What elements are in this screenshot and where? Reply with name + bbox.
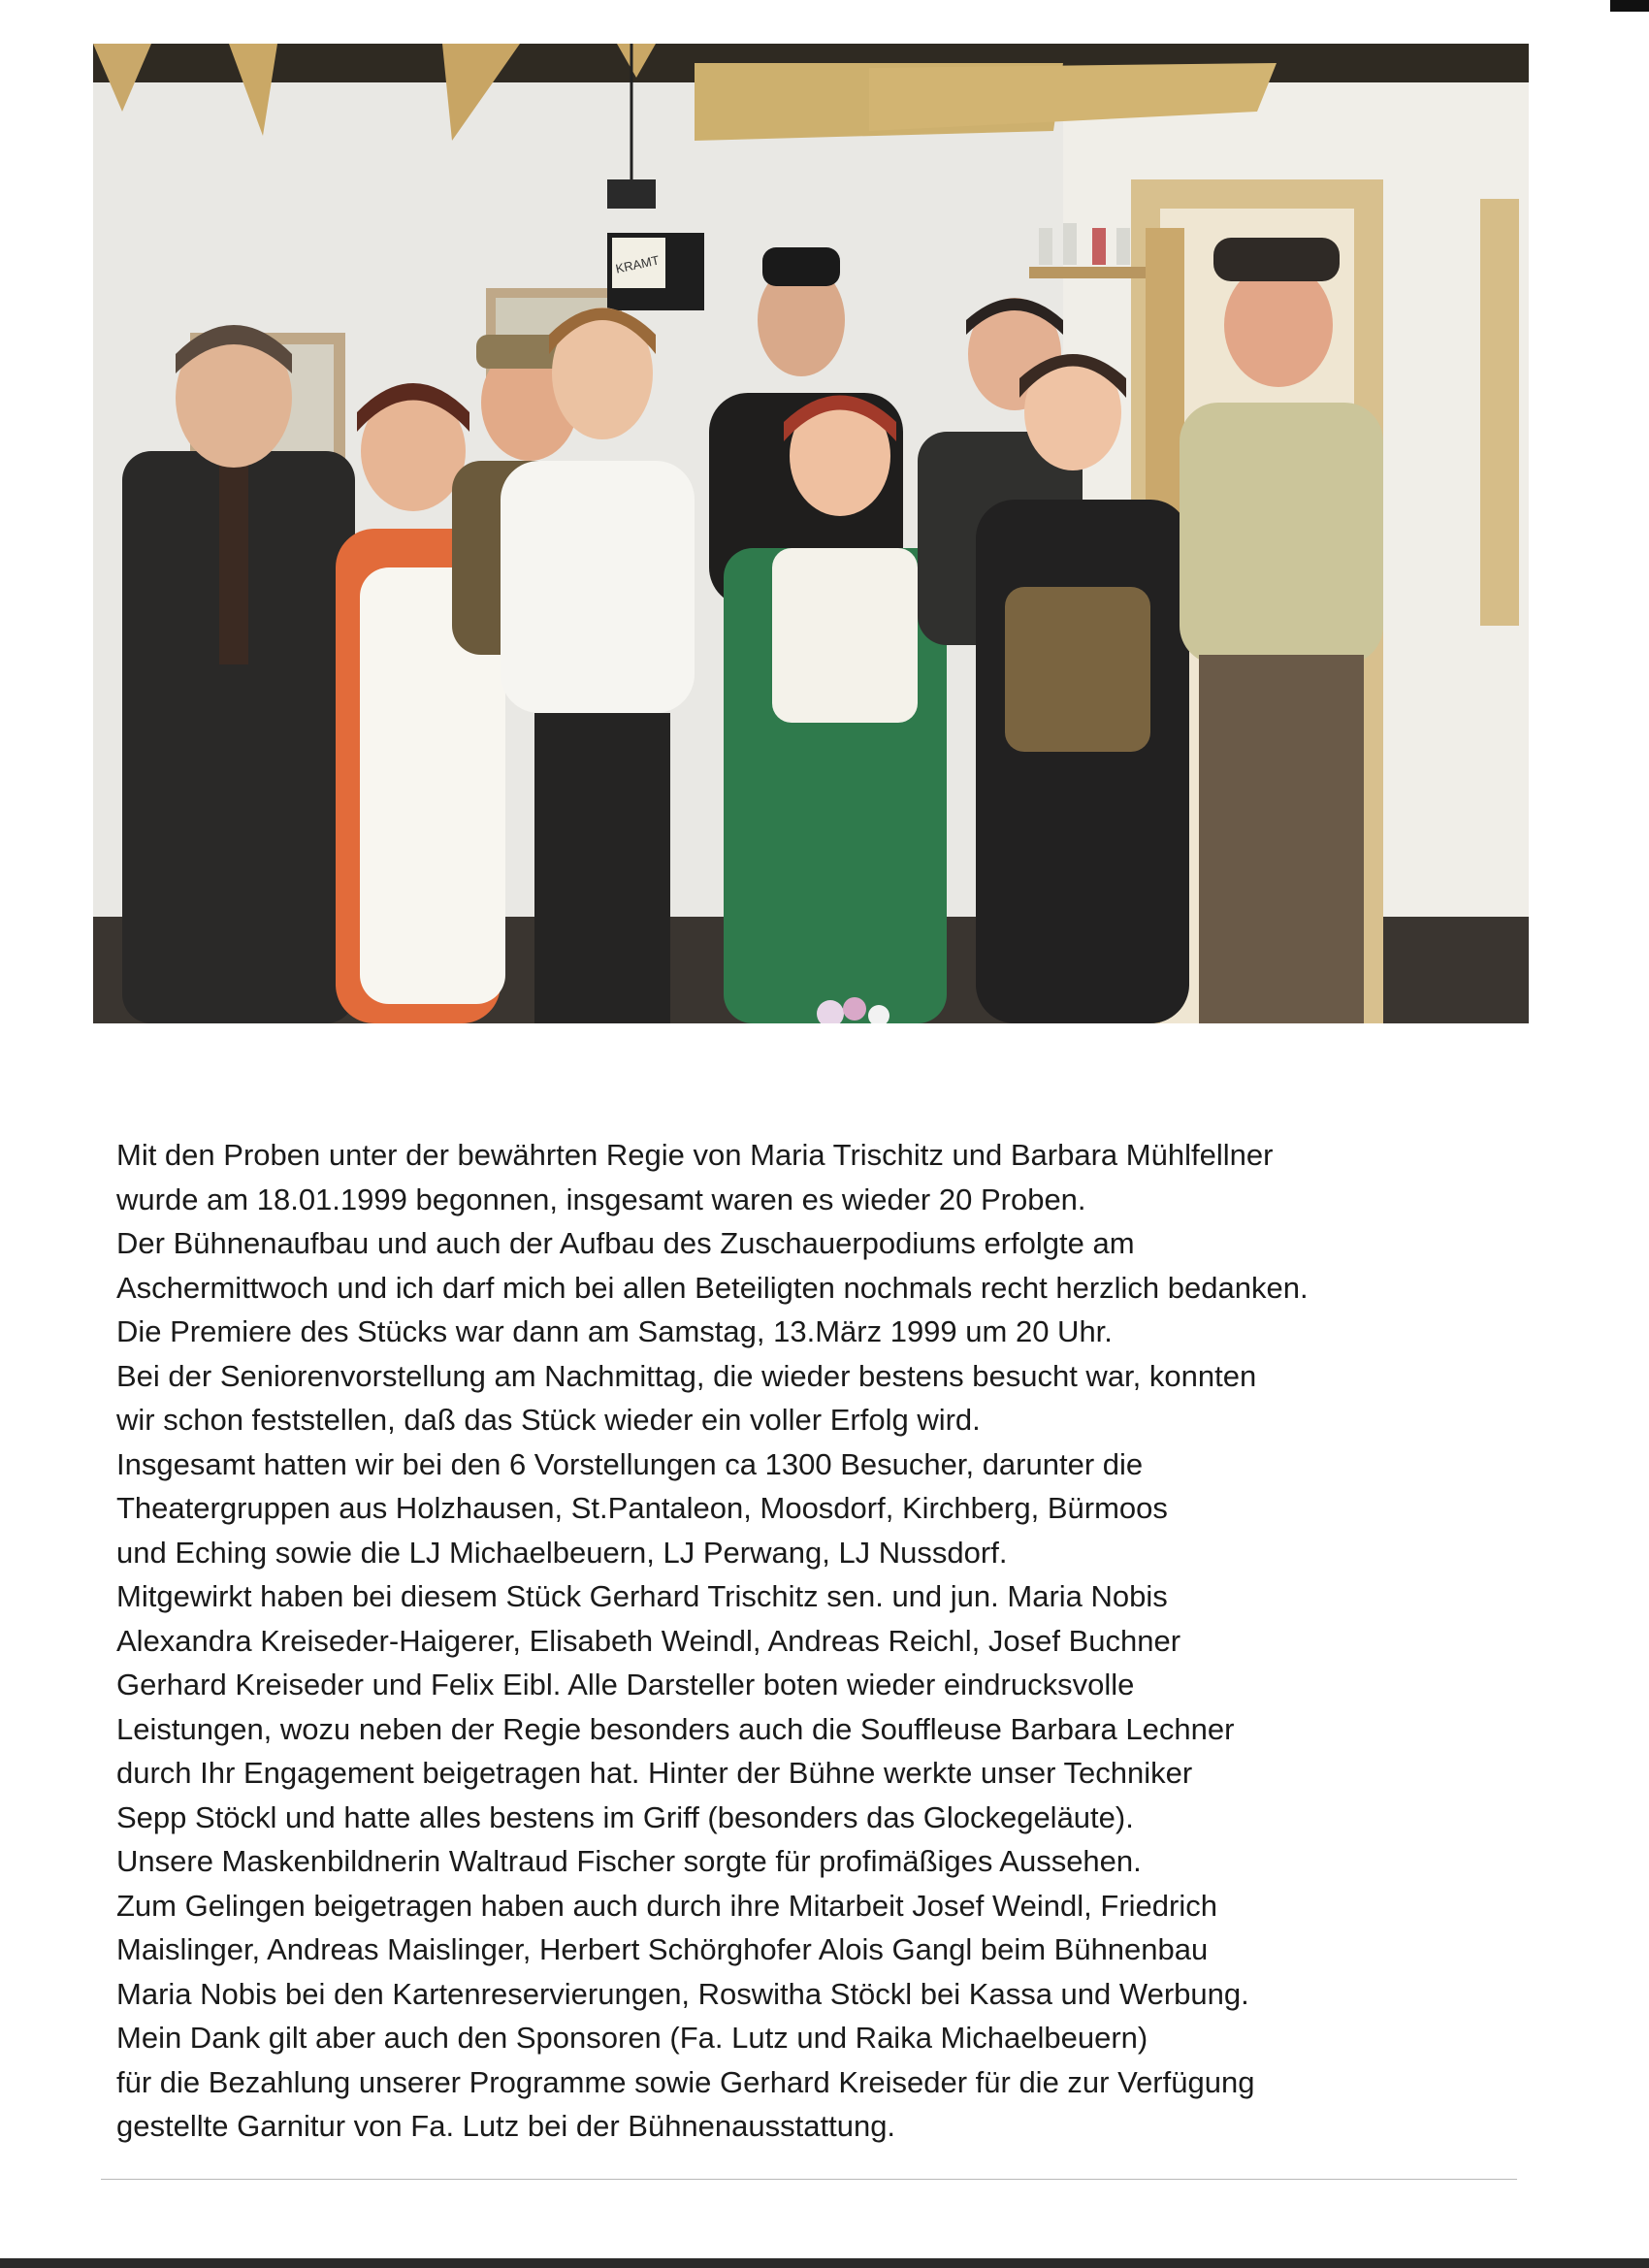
group-photo (93, 44, 1529, 1023)
text-line: Bei der Seniorenvorstellung am Nachmittag, die wieder bestens besucht war, konnten (116, 1358, 1257, 1393)
text-line: Mitgewirkt haben bei diesem Stück Gerhard Trischitz sen. und jun. Maria Nobis (116, 1579, 1168, 1613)
text-line: gestellte Garnitur von Fa. Lutz bei der Bühnenausstattung. (116, 2109, 896, 2143)
text-line: Theatergruppen aus Holzhausen, St.Pantaleon, Moosdorf, Kirchberg, Bürmoos (116, 1491, 1168, 1525)
text-line: Zum Gelingen beigetragen haben auch durch ihre Mitarbeit Josef Weindl, Friedrich (116, 1888, 1217, 1923)
scan-corner-mark (1610, 0, 1649, 12)
text-line: und Eching sowie die LJ Michaelbeuern, LJ Perwang, LJ Nussdorf. (116, 1535, 1008, 1570)
lamp-sign-text: KRAMT (614, 252, 661, 276)
text-line: Gerhard Kreiseder und Felix Eibl. Alle Darsteller boten wieder eindrucksvolle (116, 1668, 1135, 1701)
text-line: wir schon feststellen, daß das Stück wieder ein voller Erfolg wird. (116, 1403, 981, 1437)
text-line: Die Premiere des Stücks war dann am Samstag, 13.März 1999 um 20 Uhr. (116, 1314, 1113, 1348)
text-line: Maria Nobis bei den Kartenreservierungen, Roswitha Stöckl bei Kassa und Werbung. (116, 1976, 1249, 2011)
text-line: Der Bühnenaufbau und auch der Aufbau des Zuschauerpodiums erfolgte am (116, 1226, 1135, 1260)
text-line: Mit den Proben unter der bewährten Regie von Maria Trischitz und Barbara Mühlfellner (116, 1138, 1274, 1172)
text-line: Mein Dank gilt aber auch den Sponsoren (Fa. Lutz und Raika Michaelbeuern) (116, 2021, 1148, 2055)
text-line: Unsere Maskenbildnerin Waltraud Fischer sorgte für profimäßiges Aussehen. (116, 1844, 1142, 1878)
text-line: durch Ihr Engagement beigetragen hat. Hinter der Bühne werkte unser Techniker (116, 1756, 1193, 1790)
report-text (116, 1133, 1494, 2149)
text-line: Alexandra Kreiseder-Haigerer, Elisabeth Weindl, Andreas Reichl, Josef Buchner (116, 1623, 1181, 1658)
text-line: Sepp Stöckl und hatte alles bestens im Griff (besonders das Glockegeläute). (116, 1799, 1134, 1834)
text-line: wurde am 18.01.1999 begonnen, insgesamt waren es wieder 20 Proben. (116, 1182, 1086, 1216)
text-line: für die Bezahlung unserer Programme sowie Gerhard Kreiseder für die zur Verfügung (116, 2064, 1255, 2099)
group-photo-illustration (93, 44, 1529, 1023)
scan-bottom-edge (0, 2258, 1649, 2268)
text-line: Insgesamt hatten wir bei den 6 Vorstellungen ca 1300 Besucher, darunter die (116, 1446, 1144, 1481)
text-line: Maislinger, Andreas Maislinger, Herbert Schörghofer Alois Gangl beim Bühnenbau (116, 1932, 1209, 1966)
bottom-rule (101, 2179, 1517, 2180)
text-line: Leistungen, wozu neben der Regie besonders auch die Souffleuse Barbara Lechner (116, 1711, 1235, 1746)
text-line: Aschermittwoch und ich darf mich bei allen Beteiligten nochmals recht herzlich bedanken. (116, 1270, 1309, 1305)
